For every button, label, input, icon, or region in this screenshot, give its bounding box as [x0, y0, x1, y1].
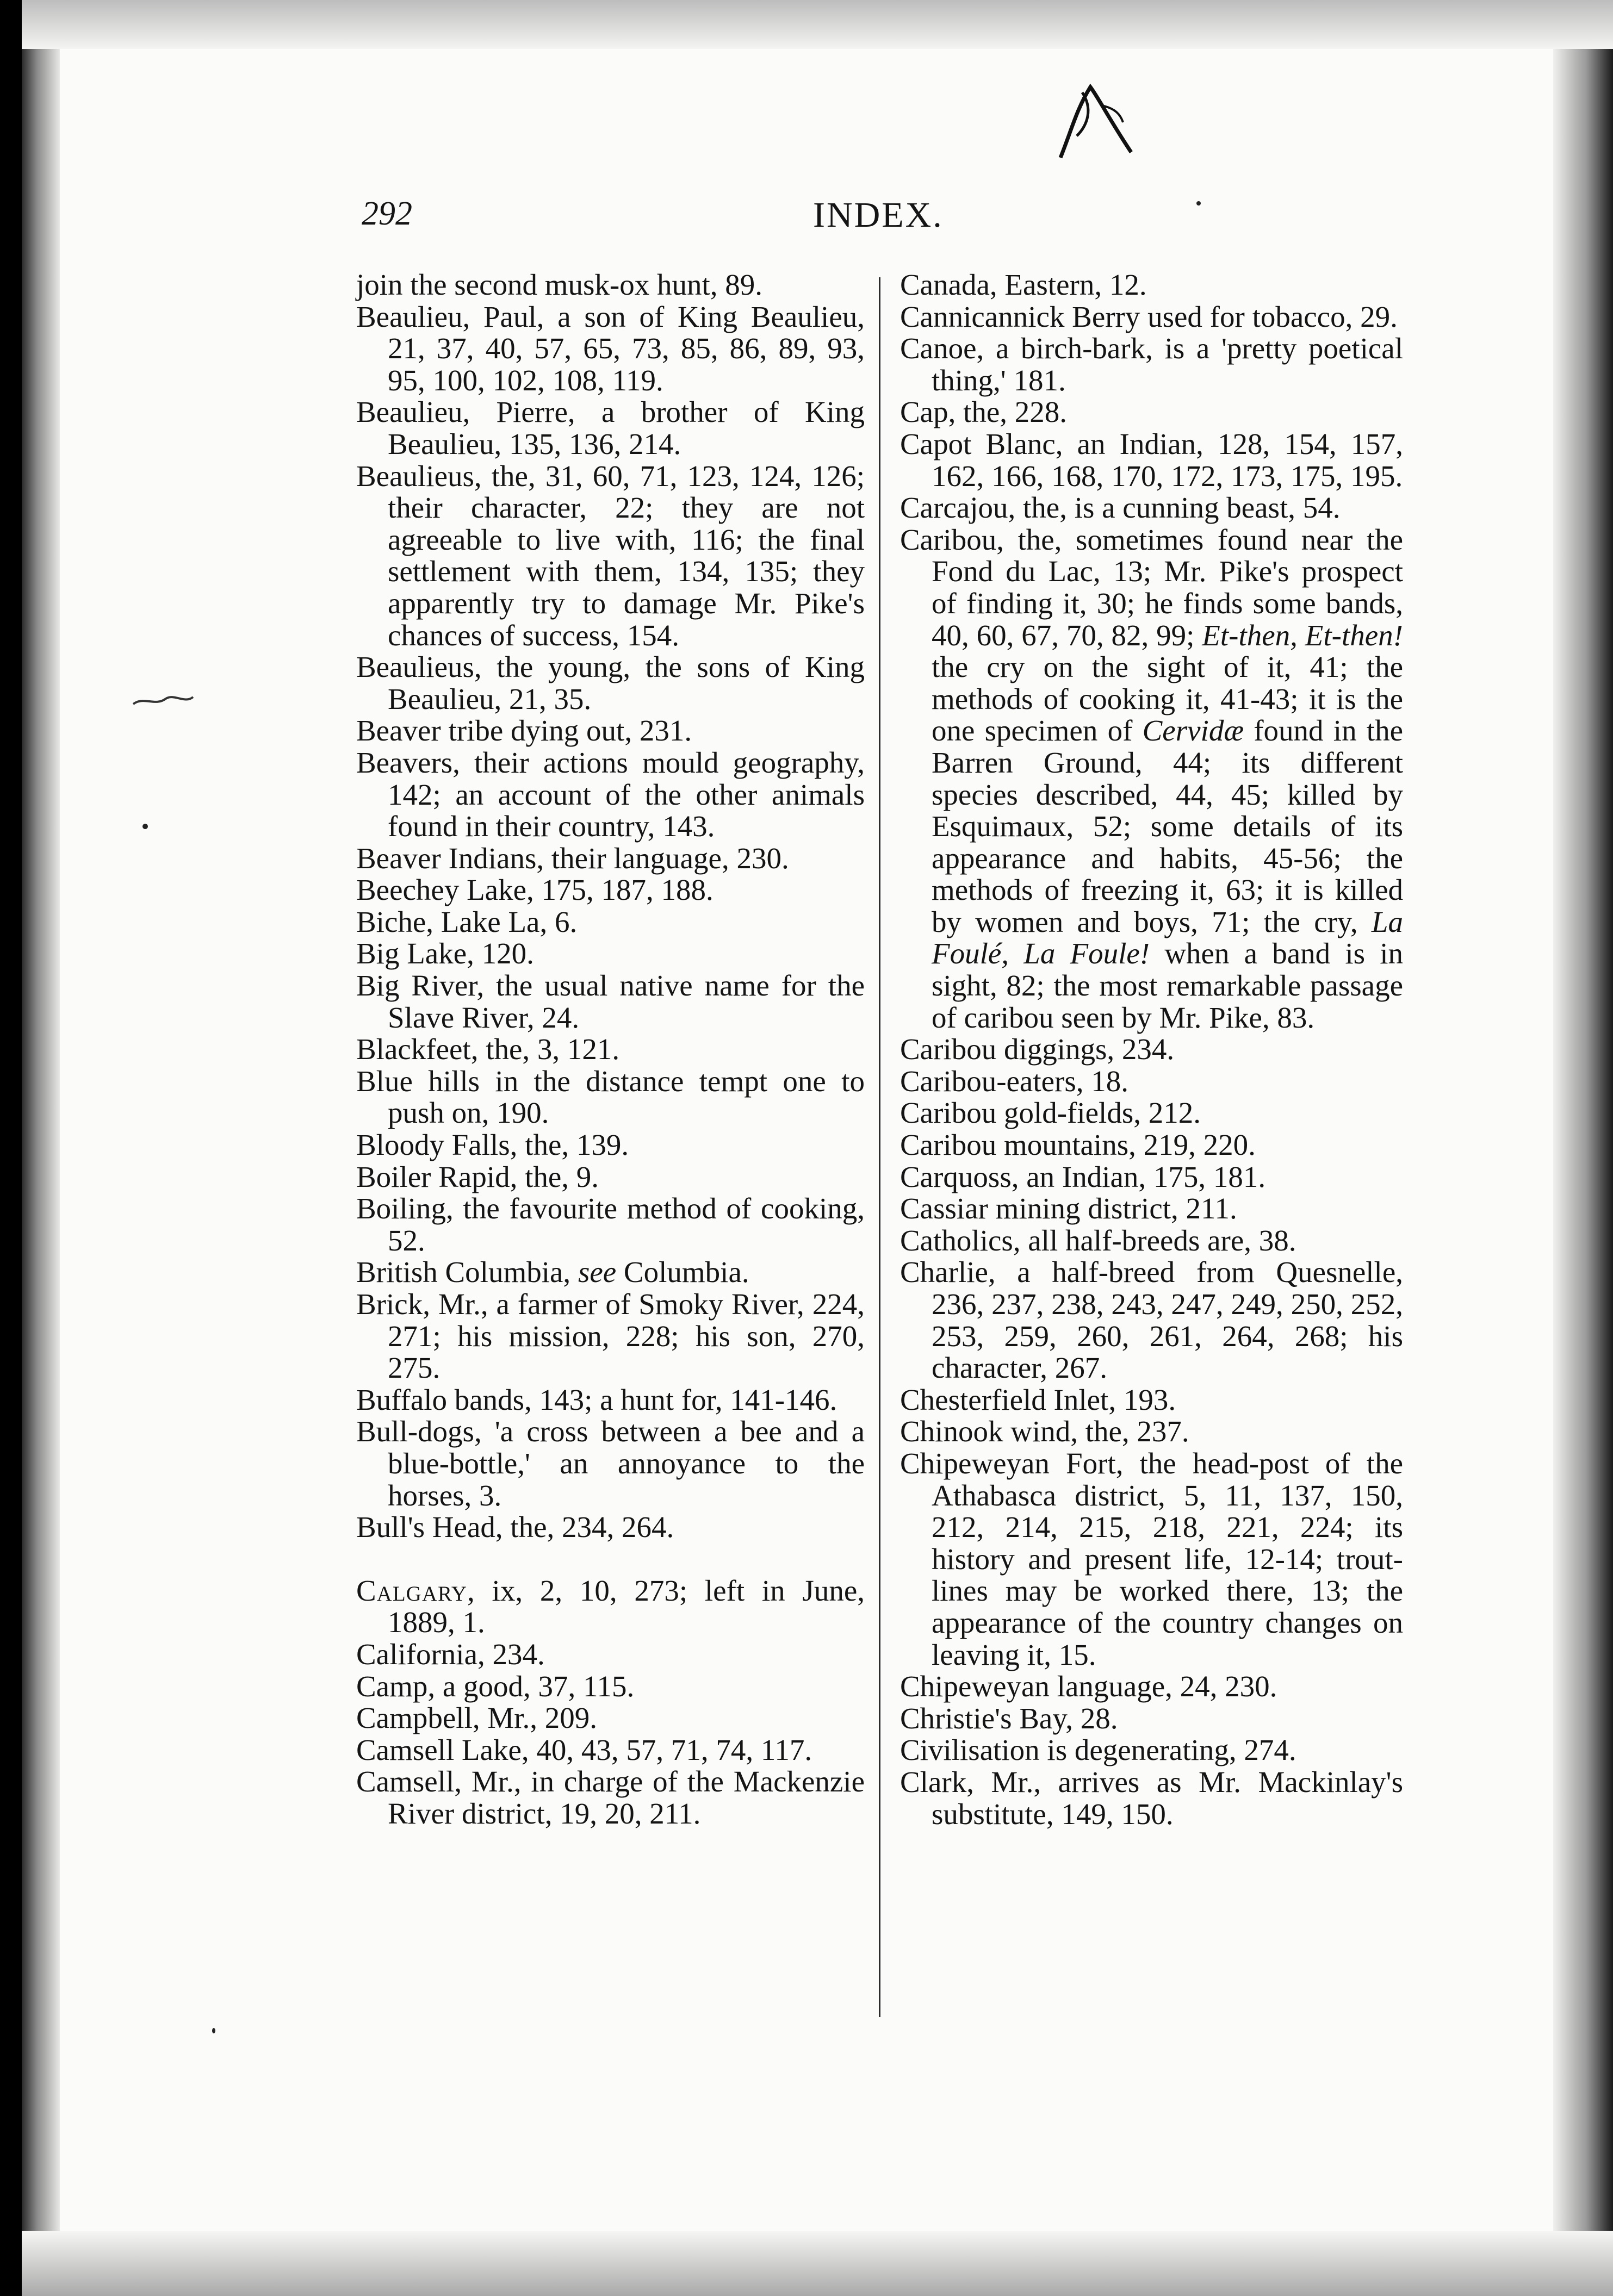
entry-text: Charlie, a half-breed from Quesnelle, 236, 237, 238, 243, 247, 249, 250, 252, 253, 259, 260, 261, 264, 268; his character, 267.	[900, 1255, 1403, 1385]
index-entry	[900, 396, 1403, 428]
scan-shadow-left	[22, 0, 60, 2296]
entry-text: Cannicannick Berry used for tobacco, 29.	[900, 300, 1398, 333]
index-entry	[356, 747, 865, 843]
index-entry	[900, 1097, 1403, 1129]
speck	[212, 2028, 215, 2033]
entry-text: Caribou gold-fields, 212.	[900, 1096, 1201, 1130]
entry-text: Beaulieu, Paul, a son of King Beaulieu, 21, 37, 40, 57, 65, 73, 85, 86, 89, 93, 95, 100, 102, 108, 119.	[356, 300, 865, 397]
index-entry	[900, 333, 1403, 396]
italic-text: see	[578, 1255, 617, 1289]
index-entry	[900, 1448, 1403, 1671]
entry-text: Caribou, the, sometimes found near the Fond du Lac, 13; Mr. Pike's prospect of finding it, 30; he finds some bands, 40, 60, 67, 70, 82, 99;	[900, 522, 1403, 652]
entry-text: the cry on the sight of it, 41; the methods of cooking it, 41-43; it is the one specimen of	[932, 650, 1403, 748]
index-entry	[356, 396, 865, 460]
entry-text: Civilisation is degenerating, 274.	[900, 1733, 1296, 1767]
entry-text: Blue hills in the distance tempt one to push on, 190.	[356, 1064, 865, 1130]
index-entry	[356, 1034, 865, 1066]
index-entry	[900, 1225, 1403, 1257]
entry-text: when a band is in sight, 82; the most remarkable passage of caribou seen by Mr. Pike, 83.	[932, 937, 1404, 1034]
index-entry	[356, 1193, 865, 1256]
index-entry	[356, 1289, 865, 1384]
entry-text: Big Lake, 120.	[356, 937, 534, 970]
index-column-right	[900, 269, 1403, 1830]
index-entry	[356, 1702, 865, 1734]
index-entry	[900, 1416, 1403, 1448]
entry-text: Caribou diggings, 234.	[900, 1032, 1175, 1066]
scan-shadow-bottom	[22, 2231, 1613, 2296]
index-entry	[900, 301, 1403, 333]
entry-text: Caribou-eaters, 18.	[900, 1064, 1128, 1098]
entry-text: California, 234.	[356, 1637, 545, 1671]
italic-text: Et-then, Et-then!	[1202, 618, 1403, 652]
speck	[142, 824, 148, 829]
index-entry	[356, 1256, 865, 1289]
index-entry	[356, 461, 865, 652]
index-entry	[900, 1161, 1403, 1193]
italic-text: La Foulé, La Foule!	[932, 905, 1403, 970]
entry-text: Columbia.	[616, 1255, 749, 1289]
index-entry	[356, 651, 865, 715]
entry-text: Canada, Eastern, 12.	[900, 268, 1147, 301]
entry-text: Biche, Lake La, 6.	[356, 905, 578, 938]
index-entry	[900, 1256, 1403, 1384]
index-entry	[900, 1384, 1403, 1416]
entry-text: Bull-dogs, 'a cross between a bee and a blue-bottle,' an annoyance to the horses, 3.	[356, 1415, 865, 1512]
index-entry	[356, 970, 865, 1034]
index-entry	[356, 1511, 865, 1544]
entry-text: Beaulieus, the, 31, 60, 71, 123, 124, 126; their character, 22; they are not agreeable to live with, 116; the final settlement with them, 134, 135; they apparently try to damage Mr. Pike's chances of success, 154.	[356, 459, 865, 652]
handwritten-mark	[1050, 76, 1142, 185]
index-entry	[356, 715, 865, 747]
index-entry	[356, 1161, 865, 1193]
entry-text: Brick, Mr., a farmer of Smoky River, 224, 271; his mission, 228; his son, 270, 275.	[356, 1287, 865, 1385]
entry-text: Boiling, the favourite method of cooking, 52.	[356, 1192, 865, 1257]
speck	[1196, 201, 1201, 206]
index-entry	[900, 524, 1403, 1034]
margin-scribble	[131, 690, 196, 712]
index-entry	[356, 1384, 865, 1416]
entry-text: Bull's Head, the, 234, 264.	[356, 1510, 674, 1544]
entry-text: Carquoss, an Indian, 175, 181.	[900, 1160, 1266, 1193]
section-gap	[356, 1544, 865, 1575]
index-entry	[356, 1766, 865, 1830]
index-entry	[900, 1766, 1403, 1830]
scan-shadow-right	[1553, 0, 1613, 2296]
entry-text: Boiler Rapid, the, 9.	[356, 1160, 599, 1193]
index-entry	[356, 938, 865, 970]
entry-text: Carcajou, the, is a cunning beast, 54.	[900, 491, 1341, 525]
index-entry	[900, 492, 1403, 524]
index-entry	[356, 1129, 865, 1161]
index-entry	[900, 1034, 1403, 1066]
entry-text: Capot Blanc, an Indian, 128, 154, 157, 162, 166, 168, 170, 172, 173, 175, 195.	[900, 427, 1403, 493]
entry-text: Bloody Falls, the, 139.	[356, 1128, 629, 1162]
page-header	[362, 195, 1409, 244]
entry-text: found in the Barren Ground, 44; its different species described, 44, 45; killed by Esquimaux, 52; some details of its appearance and habits, 45-56; the methods of freezing it, 63; it is killed by women and boys, 71; the cry,	[932, 714, 1403, 938]
index-entry	[356, 1639, 865, 1671]
index-entry	[356, 1066, 865, 1129]
index-entry	[900, 1671, 1403, 1703]
entry-text: Beaver Indians, their language, 230.	[356, 841, 789, 875]
index-entry	[356, 906, 865, 938]
entry-text: Chesterfield Inlet, 193.	[900, 1383, 1176, 1416]
entry-text: Big River, the usual native name for the Slave River, 24.	[356, 969, 865, 1034]
index-entry	[356, 874, 865, 906]
entry-text: Caribou mountains, 219, 220.	[900, 1128, 1256, 1162]
entry-text: Campbell, Mr., 209.	[356, 1701, 598, 1735]
small-caps-text: Calgary	[356, 1573, 468, 1607]
index-entry	[900, 1703, 1403, 1735]
entry-text: Beechey Lake, 175, 187, 188.	[356, 873, 714, 907]
index-entry	[356, 1734, 865, 1766]
running-head: INDEX.	[813, 195, 944, 235]
entry-text: Beaulieu, Pierre, a brother of King Beaulieu, 135, 136, 214.	[356, 395, 865, 461]
entry-text: join the second musk-ox hunt, 89.	[356, 268, 763, 301]
index-entry	[356, 1575, 865, 1639]
entry-text: Beaulieus, the young, the sons of King Beaulieu, 21, 35.	[356, 650, 865, 715]
entry-text: Cassiar mining district, 211.	[900, 1192, 1237, 1225]
column-rule	[879, 277, 880, 2017]
entry-text: Beaver tribe dying out, 231.	[356, 714, 692, 748]
italic-text: Cervidæ	[1142, 714, 1244, 748]
entry-text: Camsell Lake, 40, 43, 57, 71, 74, 117.	[356, 1733, 812, 1766]
entry-text: Chipeweyan language, 24, 230.	[900, 1670, 1277, 1703]
index-entry	[900, 1193, 1403, 1225]
entry-text: Chinook wind, the, 237.	[900, 1415, 1189, 1448]
entry-text: Cap, the, 228.	[900, 395, 1068, 429]
index-column-left	[356, 269, 865, 1830]
entry-text: Beavers, their actions mould geography, 142; an account of the other animals found in their country, 143.	[356, 745, 865, 843]
index-entry	[356, 301, 865, 397]
entry-text: British Columbia,	[356, 1255, 578, 1289]
entry-text: Chipeweyan Fort, the head-post of the Athabasca district, 5, 11, 137, 150, 212, 214, 215, 218, 221, 224; its history and present life, 12-14; trout-lines may be worked there, 13; the appearance of the country changes on leaving it, 15.	[900, 1446, 1403, 1671]
entry-text: Clark, Mr., arrives as Mr. Mackinlay's substitute, 149, 150.	[900, 1765, 1403, 1831]
page-number: 292	[362, 195, 412, 232]
entry-text: Buffalo bands, 143; a hunt for, 141-146.	[356, 1383, 837, 1416]
entry-text: Blackfeet, the, 3, 121.	[356, 1032, 620, 1066]
index-entry	[900, 428, 1403, 492]
entry-text: Camsell, Mr., in charge of the Mackenzie River district, 19, 20, 211.	[356, 1765, 865, 1830]
index-entry	[900, 1066, 1403, 1098]
entry-text: Canoe, a birch-bark, is a 'pretty poetical thing,' 181.	[900, 332, 1403, 397]
index-entry	[356, 1416, 865, 1511]
entry-text: Catholics, all half-breeds are, 38.	[900, 1223, 1296, 1257]
index-entry	[356, 269, 865, 301]
entry-text: , ix, 2, 10, 273; left in June, 1889, 1.	[388, 1573, 865, 1639]
entry-text: Christie's Bay, 28.	[900, 1701, 1118, 1735]
scan-shadow-top	[22, 0, 1613, 49]
index-entry	[900, 1734, 1403, 1766]
entry-text: Camp, a good, 37, 115.	[356, 1669, 635, 1703]
index-entry	[900, 1129, 1403, 1161]
index-entry	[356, 843, 865, 875]
index-entry	[900, 269, 1403, 301]
index-entry	[356, 1671, 865, 1703]
